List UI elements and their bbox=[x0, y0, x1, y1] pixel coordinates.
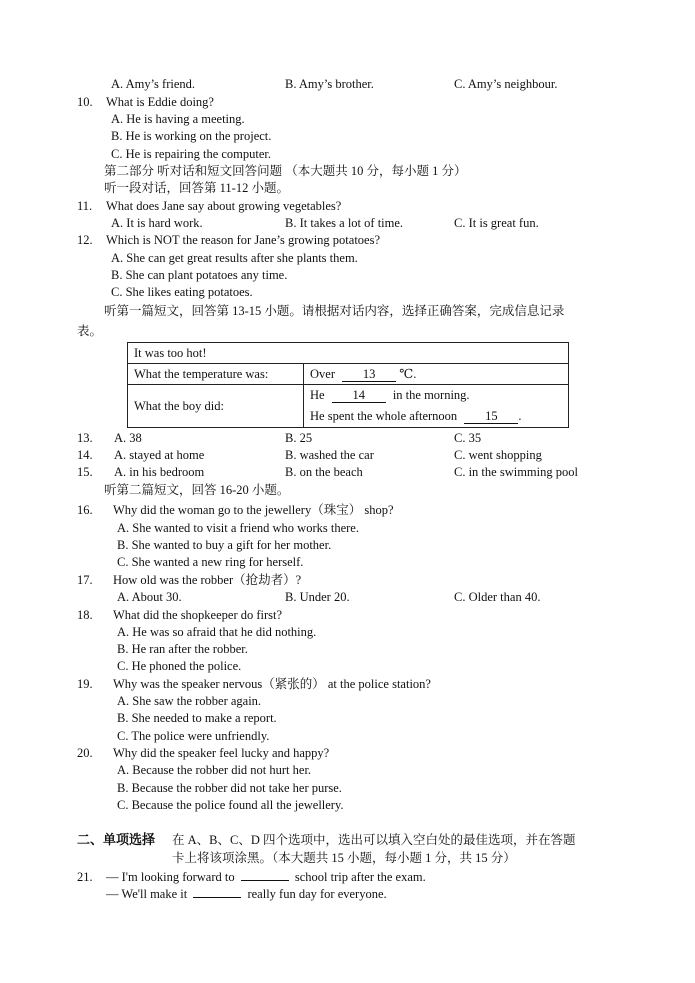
q11-option-b: B. It takes a lot of time. bbox=[285, 216, 404, 230]
q15-option-a: A. in his bedroom bbox=[114, 465, 205, 479]
q18-option-b: B. He ran after the robber. bbox=[117, 642, 248, 656]
temperature-cell bbox=[304, 364, 569, 385]
q10-option-a: A. He is having a meeting. bbox=[111, 112, 245, 126]
q16-option-c: C. She wanted a new ring for herself. bbox=[117, 555, 304, 569]
q12-option-c: C. She likes eating potatoes. bbox=[111, 285, 253, 299]
q11-option-a: A. It is hard work. bbox=[111, 216, 203, 230]
morning-prefix: He bbox=[310, 388, 325, 402]
q11-question: What does Jane say about growing vegetables? bbox=[106, 199, 342, 213]
q10-question: What is Eddie doing? bbox=[106, 95, 214, 109]
q16-option-b: B. She wanted to buy a gift for her mother. bbox=[117, 538, 332, 552]
afternoon-suffix: . bbox=[518, 409, 522, 423]
activity-cell bbox=[304, 385, 569, 428]
q17-option-c: C. Older than 40. bbox=[454, 590, 541, 604]
q18-number: 18. bbox=[77, 608, 93, 622]
q18-option-c: C. He phoned the police. bbox=[117, 659, 242, 673]
q18-option-a: A. He was so afraid that he did nothing. bbox=[117, 625, 317, 639]
temperature-prefix: Over bbox=[310, 366, 335, 381]
q14-number: 14. bbox=[77, 448, 93, 462]
section2-title: 二、单项选择 bbox=[77, 833, 156, 848]
q21-number: 21. bbox=[77, 870, 93, 884]
q19-number: 19. bbox=[77, 677, 93, 691]
q10-option-c: C. He is repairing the computer. bbox=[111, 147, 272, 161]
q15-number: 15. bbox=[77, 465, 93, 479]
q21-line-1 bbox=[106, 869, 426, 886]
passage1-intro: 听第一篇短文，回答第 13-15 小题。请根据对话内容，选择正确答案，完成信息记录 bbox=[104, 304, 565, 318]
q19-option-b: B. She needed to make a report. bbox=[117, 711, 277, 725]
q13-number: 13. bbox=[77, 431, 93, 445]
q17-option-b: B. Under 20. bbox=[285, 590, 350, 604]
q21-line-2 bbox=[106, 886, 387, 903]
q13-option-b: B. 25 bbox=[285, 431, 313, 445]
activity-label: What the boy did: bbox=[128, 385, 304, 428]
q16-number: 16. bbox=[77, 503, 93, 517]
q20-number: 20. bbox=[77, 746, 93, 760]
q12-number: 12. bbox=[77, 233, 93, 247]
q19-option-a: A. She saw the robber again. bbox=[117, 694, 262, 708]
q19-option-c: C. The police were unfriendly. bbox=[117, 729, 270, 743]
morning-suffix: in the morning. bbox=[392, 388, 470, 402]
q10-number: 10. bbox=[77, 95, 93, 109]
temperature-unit: ℃. bbox=[399, 366, 417, 381]
q9-option-c: C. Amy’s neighbour. bbox=[454, 77, 558, 91]
q21-blank-2 bbox=[193, 897, 241, 898]
section2-instructions-cont: 卡上将该项涂黑。（本大题共 15 小题，每小题 1 分，共 15 分） bbox=[172, 851, 516, 865]
q15-option-c: C. in the swimming pool bbox=[454, 465, 578, 479]
q14-option-a: A. stayed at home bbox=[114, 448, 205, 462]
activity-line-morning bbox=[310, 385, 562, 406]
q17-question: How old was the robber（抢劫者）? bbox=[113, 573, 302, 587]
q17-number: 17. bbox=[77, 573, 93, 587]
q13-option-a: A. 38 bbox=[114, 431, 142, 445]
q21-line1-suffix: school trip after the exam. bbox=[294, 870, 426, 884]
passage1-intro-cont: 表。 bbox=[77, 324, 103, 338]
info-record-table bbox=[127, 342, 569, 428]
section2-instructions: 在 A、B、C、D 四个选项中，选出可以填入空白处的最佳选项，并在答题 bbox=[172, 833, 576, 847]
blank-13: 13 bbox=[342, 367, 396, 382]
q20-option-b: B. Because the robber did not take her purse. bbox=[117, 781, 342, 795]
q20-option-c: C. Because the police found all the jewellery. bbox=[117, 798, 344, 812]
temperature-label: What the temperature was: bbox=[128, 364, 304, 385]
activity-line-afternoon bbox=[310, 406, 562, 427]
q21-blank-1 bbox=[241, 880, 289, 881]
q11-option-c: C. It is great fun. bbox=[454, 216, 539, 230]
q21-line1-prefix: — I'm looking forward to bbox=[106, 870, 235, 884]
q14-option-b: B. washed the car bbox=[285, 448, 374, 462]
q16-option-a: A. She wanted to visit a friend who works there. bbox=[117, 521, 359, 535]
q14-option-c: C. went shopping bbox=[454, 448, 542, 462]
table-title: It was too hot! bbox=[128, 343, 569, 364]
q18-question: What did the shopkeeper do first? bbox=[113, 608, 283, 622]
q16-question: Why did the woman go to the jewellery（珠宝） shop? bbox=[113, 503, 394, 517]
passage2-intro: 听第二篇短文，回答 16-20 小题。 bbox=[104, 483, 290, 497]
q20-option-a: A. Because the robber did not hurt her. bbox=[117, 763, 312, 777]
q12-question: Which is NOT the reason for Jane’s growing potatoes? bbox=[106, 233, 381, 247]
q15-option-b: B. on the beach bbox=[285, 465, 363, 479]
q10-option-b: B. He is working on the project. bbox=[111, 129, 272, 143]
part2-heading: 第二部分 听对话和短文回答问题 （本大题共 10 分，每小题 1 分） bbox=[104, 164, 467, 178]
q9-option-b: B. Amy’s brother. bbox=[285, 77, 374, 91]
q19-question: Why was the speaker nervous（紧张的） at the police station? bbox=[113, 677, 431, 691]
blank-14: 14 bbox=[332, 388, 386, 403]
blank-15: 15 bbox=[464, 409, 518, 424]
q11-number: 11. bbox=[77, 199, 93, 213]
q12-option-a: A. She can get great results after she plants them. bbox=[111, 251, 358, 265]
q20-question: Why did the speaker feel lucky and happy? bbox=[113, 746, 330, 760]
q17-option-a: A. About 30. bbox=[117, 590, 182, 604]
q13-option-c: C. 35 bbox=[454, 431, 482, 445]
q21-line2-prefix: — We'll make it bbox=[106, 887, 188, 901]
afternoon-prefix: He spent the whole afternoon bbox=[310, 409, 458, 423]
q12-option-b: B. She can plant potatoes any time. bbox=[111, 268, 288, 282]
q21-line2-suffix: really fun day for everyone. bbox=[247, 887, 387, 901]
dialogue-intro: 听一段对话，回答第 11-12 小题。 bbox=[104, 181, 289, 195]
q9-option-a: A. Amy’s friend. bbox=[111, 77, 196, 91]
